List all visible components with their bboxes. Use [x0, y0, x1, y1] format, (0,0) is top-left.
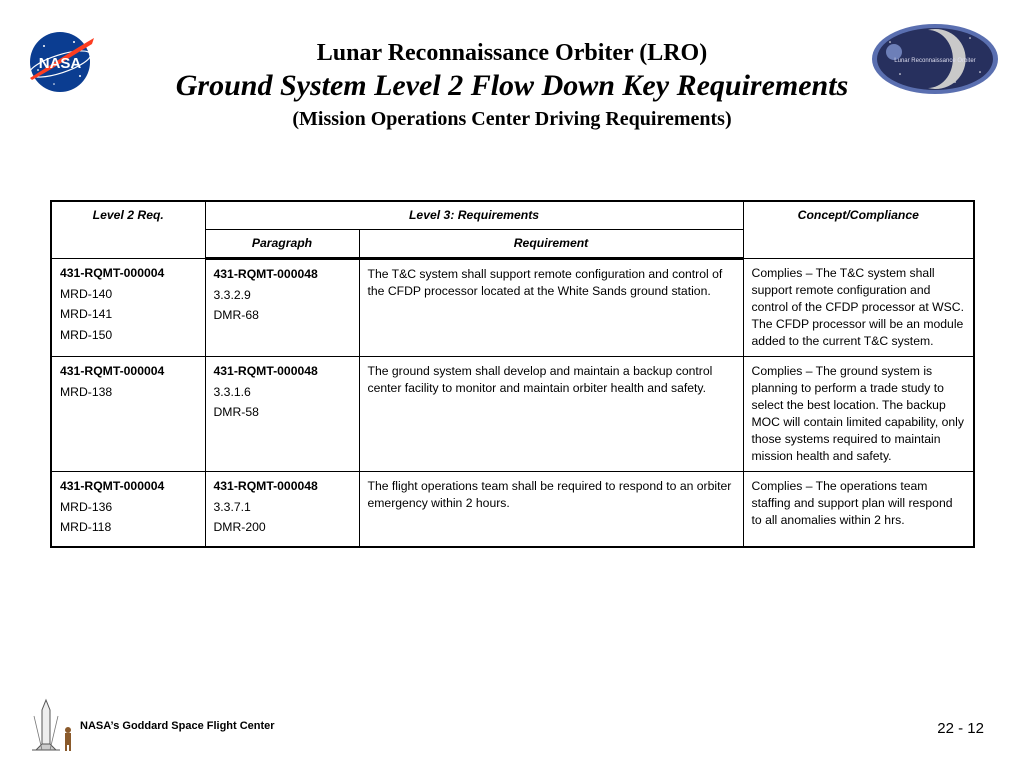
svg-text:Lunar Reconnaissance Orbiter: Lunar Reconnaissance Orbiter	[894, 58, 976, 64]
table-row	[51, 472, 974, 547]
level2-cell	[51, 259, 205, 357]
table-row	[51, 259, 974, 357]
svg-text:NASA: NASA	[38, 55, 82, 72]
paragraph-id: 431-RQMT-000048	[213, 479, 318, 493]
title-line-2: Ground System Level 2 Flow Down Key Requirements	[175, 69, 849, 102]
paragraph-cell	[205, 357, 359, 472]
rocket-illustration-icon	[28, 696, 88, 752]
paragraph-ref: 3.3.1.6	[213, 384, 251, 399]
requirement-cell: The ground system shall develop and maintain a backup control center facility to monitor and maintain orbiter health and safety.	[359, 357, 743, 472]
requirements-table	[50, 200, 975, 548]
level2-cell	[51, 472, 205, 547]
header-paragraph: Paragraph	[205, 230, 359, 259]
level2-ref: MRD-136	[60, 499, 113, 514]
page-number: 22 - 12	[937, 720, 984, 737]
level2-ref: MRD-138	[60, 384, 113, 399]
paragraph-cell	[205, 472, 359, 547]
paragraph-ref: 3.3.7.1	[213, 499, 251, 514]
paragraph-ref: DMR-200	[213, 520, 266, 534]
level2-id: 431-RQMT-000004	[60, 364, 165, 378]
level2-id: 431-RQMT-000004	[60, 479, 165, 493]
paragraph-id: 431-RQMT-000048	[213, 364, 318, 378]
paragraph-ref: 3.3.2.9	[213, 287, 251, 302]
compliance-cell: Complies – The ground system is planning to perform a trade study to select the best location. The backup MOC will contain limited capability, only those systems required to maintain mission health and safety.	[743, 357, 974, 472]
title-block	[150, 38, 874, 132]
footer-center-name: NASA’s Goddard Space Flight Center	[80, 720, 275, 732]
header-level2: Level 2 Req.	[51, 201, 205, 259]
requirement-cell: The flight operations team shall be required to respond to an orbiter emergency within 2 hours.	[359, 472, 743, 547]
compliance-cell: Complies – The operations team staffing and support plan will respond to all anomalies within 2 hrs.	[743, 472, 974, 547]
title-line-3: (Mission Operations Center Driving Requirements)	[292, 108, 732, 130]
compliance-cell: Complies – The T&C system shall support remote configuration and control of the CFDP processor at WSC. The CFDP processor will be an module added to the current T&C system.	[743, 259, 974, 357]
paragraph-cell	[205, 259, 359, 357]
level2-id: 431-RQMT-000004	[60, 266, 165, 280]
paragraph-id: 431-RQMT-000048	[213, 267, 318, 281]
table-row	[51, 357, 974, 472]
level2-ref: MRD-150	[60, 327, 113, 342]
paragraph-ref: DMR-68	[213, 308, 259, 322]
level2-ref: MRD-118	[60, 520, 112, 534]
requirement-cell: The T&C system shall support remote configuration and control of the CFDP processor located at the White Sands ground station.	[359, 259, 743, 357]
header-concept: Concept/Compliance	[743, 201, 974, 259]
level2-cell	[51, 357, 205, 472]
header-level3: Level 3: Requirements	[205, 201, 743, 230]
nasa-logo	[24, 30, 96, 94]
title-line-1: Lunar Reconnaissance Orbiter (LRO)	[316, 40, 708, 66]
lro-mission-logo	[870, 22, 1000, 96]
level2-ref: MRD-141	[60, 307, 113, 321]
header-requirement: Requirement	[359, 230, 743, 259]
level2-ref: MRD-140	[60, 286, 113, 301]
paragraph-ref: DMR-58	[213, 405, 259, 419]
